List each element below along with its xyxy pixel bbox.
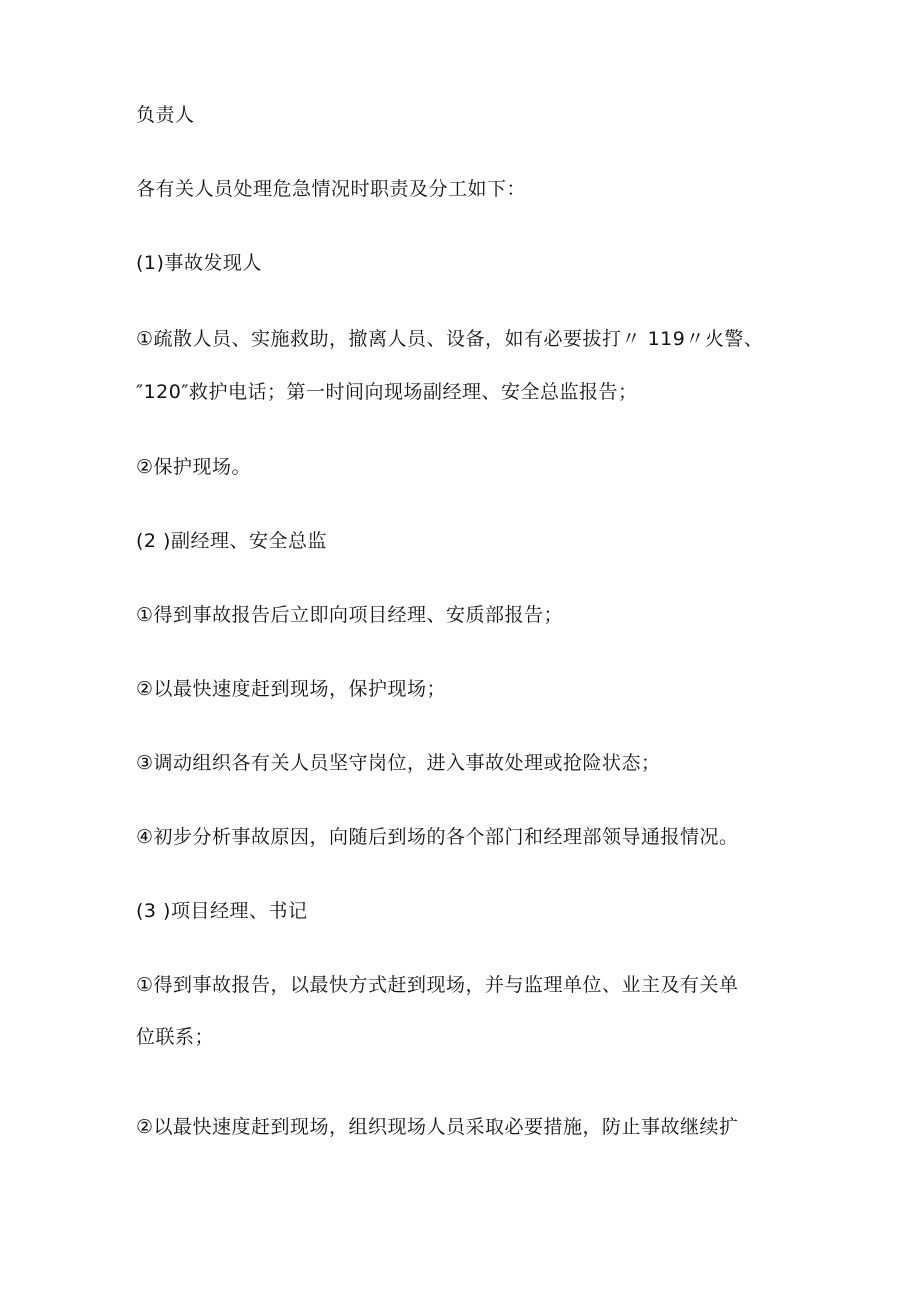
text-line: ①疏散人员、实施救助，撤离人员、设备，如有必要拔打〃 119〃火警、 [136,328,764,350]
text-line-heading: 负责人 [136,104,195,126]
text-line: ②保护现场。 [136,456,252,478]
text-line: ②以最快速度赶到现场，组织现场人员采取必要措施，防止事故继续扩 [136,1116,739,1138]
text-line: ④初步分析事故原因，向随后到场的各个部门和经理部领导通报情况。 [136,826,739,848]
text-line: ①得到事故报告，以最快方式赶到现场，并与监理单位、业主及有关单 [136,974,739,996]
text-line: ″120″救护电话；第一时间向现场副经理、安全总监报告； [136,381,638,403]
section-heading-3: (3 )项目经理、书记 [136,900,308,922]
section-heading-1: (1)事故发现人 [136,252,262,274]
text-line: 位联系； [136,1026,215,1048]
text-line: ①得到事故报告后立即向项目经理、安质部报告； [136,604,564,626]
text-line-intro: 各有关人员处理危急情况时职责及分工如下： [136,178,527,200]
text-line: ③调动组织各有关人员坚守岗位，进入事故处理或抢险状态； [136,752,661,774]
text-line: ②以最快速度赶到现场，保护现场； [136,678,447,700]
section-heading-2: (2 )副经理、安全总监 [136,530,327,552]
